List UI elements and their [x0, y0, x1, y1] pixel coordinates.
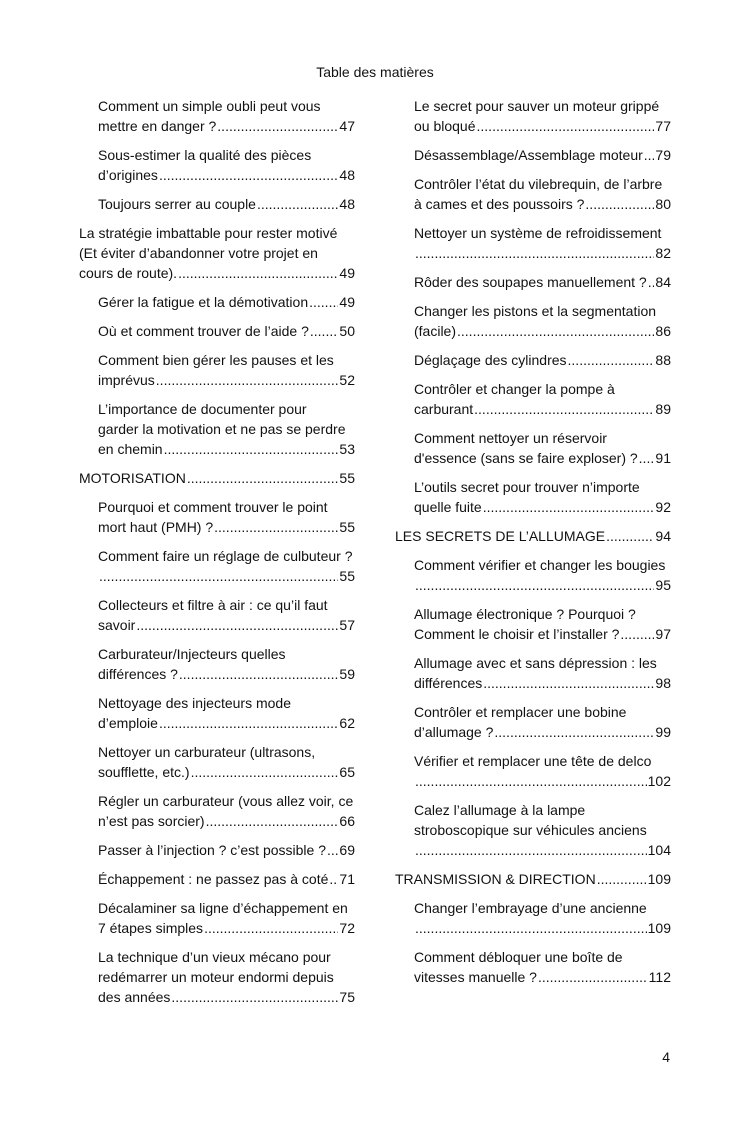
toc-section-entry[interactable] [395, 751, 671, 791]
toc-chapter-entry[interactable] [395, 869, 671, 889]
toc-entry-leader-line [98, 194, 355, 214]
toc-page-number: 71 [339, 871, 355, 887]
toc-entry-leader-line [98, 811, 355, 831]
toc-entry-text-line: La technique d’un vieux mécano pour [98, 949, 331, 965]
toc-section-entry[interactable] [79, 869, 355, 889]
toc-page-number: 79 [655, 147, 671, 163]
toc-entry-text-line: Contrôler et remplacer une bobine [414, 704, 627, 720]
toc-entry-leader-line [414, 448, 671, 468]
toc-page-number: 112 [648, 969, 671, 985]
toc-entry-text-line: Passer à l’injection ? c’est possible ? [98, 842, 327, 858]
dot-leader [568, 350, 655, 370]
dot-leader [178, 263, 338, 283]
toc-section-entry[interactable] [395, 898, 671, 938]
toc-chapter-entry[interactable] [395, 526, 671, 546]
toc-entry-text-line: Comment nettoyer un réservoir [414, 430, 607, 446]
toc-section-entry[interactable] [79, 399, 355, 459]
toc-entry-leader-line [414, 840, 671, 860]
dot-leader [620, 624, 654, 644]
toc-section-entry[interactable] [79, 840, 355, 860]
toc-page-number: 65 [339, 764, 355, 780]
dot-leader [99, 566, 338, 586]
toc-entry-text-line: Déglaçage des cylindres [414, 352, 567, 368]
dot-leader [415, 771, 647, 791]
toc-page-number: 104 [647, 842, 671, 858]
toc-left-column [79, 96, 355, 1016]
toc-section-entry[interactable] [395, 223, 671, 263]
toc-section-entry[interactable] [395, 272, 671, 292]
toc-entry-text-line: ou bloqué [414, 118, 476, 134]
toc-entry-leader-line [98, 370, 355, 390]
toc-entry-leader-line [98, 615, 355, 635]
toc-entry-text-line: stroboscopique sur véhicules anciens [414, 822, 647, 838]
toc-page-number: 75 [339, 989, 355, 1005]
toc-page-number: 98 [655, 675, 671, 691]
toc-entry-text-line: Comment le choisir et l’installer ? [414, 626, 620, 642]
toc-entry-leader-line [98, 869, 355, 889]
toc-entry-leader-line [414, 145, 671, 165]
toc-page-number: 80 [655, 196, 671, 212]
dot-leader [217, 116, 338, 136]
toc-entry-leader-line [79, 468, 355, 488]
dot-leader [159, 713, 338, 733]
toc-page-number: 57 [339, 617, 355, 633]
toc-entry-leader-line [98, 116, 355, 136]
toc-section-entry[interactable] [79, 145, 355, 185]
toc-page-number: 89 [655, 401, 671, 417]
toc-page-number: 86 [655, 323, 671, 339]
dot-leader [156, 370, 339, 390]
toc-entry-text-line: soufflette, etc.) [98, 764, 190, 780]
toc-entry-text-line: mort haut (PMH) ? [98, 519, 214, 535]
toc-page-number: 69 [339, 842, 355, 858]
toc-section-entry[interactable] [395, 428, 671, 468]
toc-entry-text-line: différences [414, 675, 483, 691]
toc-entry-leader-line [98, 840, 355, 860]
toc-page-number: 55 [339, 470, 355, 486]
toc-entry-text-line: La stratégie imbattable pour rester motivé [79, 225, 338, 241]
dot-leader [483, 497, 655, 517]
dot-leader [644, 145, 655, 165]
toc-entry-leader-line [414, 722, 671, 742]
toc-section-entry[interactable] [79, 497, 355, 537]
toc-section-entry[interactable] [395, 555, 671, 595]
dot-leader [329, 869, 338, 889]
toc-entry-text-line: mettre en danger ? [98, 118, 217, 134]
toc-page-number: 52 [339, 372, 355, 388]
toc-section-entry[interactable] [395, 800, 671, 860]
dot-leader [457, 321, 654, 341]
dot-leader [171, 987, 338, 1007]
toc-section-entry[interactable] [79, 898, 355, 938]
toc-entry-text-line: LES SECRETS DE L’ALLUMAGE [395, 528, 606, 544]
toc-section-entry[interactable] [395, 174, 671, 214]
toc-entry-text-line: quelle fuite [414, 499, 482, 515]
toc-entry-leader-line [79, 263, 355, 283]
toc-page-number: 47 [339, 118, 355, 134]
toc-entry-text-line: garder la motivation et ne pas se perdre [98, 421, 346, 437]
toc-entry-text-line: vitesses manuelle ? [414, 969, 537, 985]
toc-entry-text-line: (facile) [414, 323, 457, 339]
toc-entry-text-line: Vérifier et remplacer une tête de delco [414, 753, 652, 769]
toc-entry-leader-line [414, 321, 671, 341]
toc-right-column [395, 96, 671, 996]
toc-entry-text-line: des années [98, 989, 171, 1005]
toc-section-entry[interactable] [79, 791, 355, 831]
toc-page-number: 84 [655, 274, 671, 290]
dot-leader [606, 526, 654, 546]
toc-page-number: 55 [339, 568, 355, 584]
dot-leader [206, 811, 339, 831]
toc-section-entry[interactable] [79, 693, 355, 733]
toc-entry-leader-line [98, 713, 355, 733]
toc-entry-leader-line [98, 292, 355, 312]
dot-leader [474, 399, 654, 419]
dot-leader [159, 165, 338, 185]
toc-entry-text-line: en chemin [98, 441, 163, 457]
toc-section-entry[interactable] [79, 644, 355, 684]
toc-entry-text-line: Toujours serrer au couple [98, 196, 256, 212]
toc-entry-leader-line [414, 243, 671, 263]
toc-chapter-entry[interactable] [79, 223, 355, 283]
toc-entry-text-line: Régler un carburateur (vous allez voir, ce [98, 793, 354, 809]
toc-entry-leader-line [414, 918, 671, 938]
dot-leader [415, 918, 647, 938]
toc-page-number: 66 [339, 813, 355, 829]
toc-page-number: 99 [655, 724, 671, 740]
toc-entry-leader-line [414, 116, 671, 136]
toc-entry-leader-line [395, 526, 671, 546]
toc-entry-text-line: Rôder des soupapes manuellement ? [414, 274, 647, 290]
dot-leader [415, 840, 647, 860]
toc-page-number: 62 [339, 715, 355, 731]
toc-entry-text-line: Changer les pistons et la segmentation [414, 303, 657, 319]
toc-entry-text-line: Allumage avec et sans dépression : les [414, 655, 657, 671]
toc-entry-leader-line [414, 272, 671, 292]
dot-leader [415, 575, 654, 595]
toc-page-number: 53 [339, 441, 355, 457]
dot-leader [538, 967, 648, 987]
toc-section-entry[interactable] [395, 96, 671, 136]
toc-entry-leader-line [414, 624, 671, 644]
toc-entry-text-line: cours de route). [79, 265, 178, 281]
dot-leader [639, 448, 655, 468]
toc-section-entry[interactable] [79, 321, 355, 341]
toc-page-number: 49 [339, 294, 355, 310]
toc-section-entry[interactable] [395, 145, 671, 165]
toc-page-number: 94 [655, 528, 671, 544]
toc-section-entry[interactable] [79, 292, 355, 312]
toc-entry-text-line: Allumage électronique ? Pourquoi ? [414, 606, 636, 622]
toc-entry-leader-line [98, 165, 355, 185]
toc-entry-text-line: Nettoyer un système de refroidissement [414, 225, 662, 241]
toc-entry-text-line: Comment débloquer une boîte de [414, 949, 623, 965]
toc-entry-text-line: MOTORISATION [79, 470, 186, 486]
dot-leader [494, 722, 654, 742]
toc-entry-leader-line [98, 762, 355, 782]
toc-entry-text-line: 7 étapes simples [98, 920, 204, 936]
dot-leader [415, 243, 654, 263]
toc-entry-text-line: L’importance de documenter pour [98, 401, 307, 417]
toc-entry-leader-line [98, 566, 355, 586]
toc-entry-leader-line [414, 673, 671, 693]
toc-section-entry[interactable] [395, 702, 671, 742]
toc-section-entry[interactable] [79, 350, 355, 390]
toc-entry-text-line: Nettoyer un carburateur (ultrasons, [98, 744, 316, 760]
toc-entry-text-line: (Et éviter d’abandonner votre projet en [79, 245, 318, 261]
toc-entry-leader-line [414, 399, 671, 419]
toc-entry-text-line: à cames et des poussoirs ? [414, 196, 585, 212]
toc-entry-text-line: d’emploie [98, 715, 158, 731]
dot-leader [310, 321, 339, 341]
toc-entry-text-line: Contrôler l’état du vilebrequin, de l’arbre [414, 176, 663, 192]
toc-page-number: 97 [655, 626, 671, 642]
dot-leader [483, 673, 654, 693]
toc-page-number: 82 [655, 245, 671, 261]
toc-section-entry[interactable] [79, 546, 355, 586]
dot-leader [327, 840, 338, 860]
dot-leader [204, 918, 338, 938]
toc-page-number: 77 [655, 118, 671, 134]
toc-entry-leader-line [414, 967, 671, 987]
toc-entry-text-line: Changer l’embrayage d’une ancienne [414, 900, 647, 916]
toc-entry-text-line: Pourquoi et comment trouver le point [98, 499, 328, 515]
toc-entry-text-line: d’allumage ? [414, 724, 494, 740]
toc-entry-text-line: Comment un simple oubli peut vous [98, 98, 321, 114]
toc-section-entry[interactable] [395, 653, 671, 693]
toc-entry-leader-line [98, 321, 355, 341]
toc-section-entry[interactable] [79, 194, 355, 214]
toc-section-entry[interactable] [79, 742, 355, 782]
toc-page-number: 55 [339, 519, 355, 535]
toc-page-number: 48 [339, 167, 355, 183]
toc-entry-text-line: Désassemblage/Assemblage moteur [414, 147, 643, 163]
toc-entry-leader-line [414, 575, 671, 595]
toc-entry-text-line: Contrôler et changer la pompe à [414, 381, 615, 397]
toc-entry-text-line: Où et comment trouver de l’aide ? [98, 323, 309, 339]
toc-entry-text-line: Comment faire un réglage de culbuteur ? [98, 548, 353, 564]
toc-entry-text-line: n’est pas sorcier) [98, 813, 205, 829]
toc-entry-leader-line [414, 350, 671, 370]
toc-entry-leader-line [395, 869, 671, 889]
toc-page-number: 95 [655, 577, 671, 593]
toc-entry-text-line: savoir [98, 617, 136, 633]
page-number: 4 [662, 1049, 670, 1065]
toc-entry-leader-line [414, 497, 671, 517]
toc-entry-text-line: Échappement : ne passez pas à coté [98, 871, 329, 887]
dot-leader [477, 116, 655, 136]
toc-page-number: 88 [655, 352, 671, 368]
toc-section-entry[interactable] [79, 947, 355, 1007]
toc-page-number: 50 [339, 323, 355, 339]
toc-entry-leader-line [98, 918, 355, 938]
toc-entry-leader-line [414, 771, 671, 791]
toc-page-number: 72 [339, 920, 355, 936]
toc-entry-text-line: Nettoyage des injecteurs mode [98, 695, 291, 711]
toc-page-number: 48 [339, 196, 355, 212]
dot-leader [179, 664, 339, 684]
toc-section-entry[interactable] [395, 477, 671, 517]
toc-entry-text-line: Sous-estimer la qualité des pièces [98, 147, 312, 163]
dot-leader [214, 517, 338, 537]
dot-leader [164, 439, 339, 459]
toc-entry-text-line: d’origines [98, 167, 158, 183]
dot-leader [257, 194, 338, 214]
toc-page-number: 109 [647, 871, 671, 887]
toc-entry-leader-line [98, 439, 355, 459]
toc-page-number: 49 [339, 265, 355, 281]
toc-entry-leader-line [414, 194, 671, 214]
toc-entry-text-line: L’outils secret pour trouver n’importe [414, 479, 640, 495]
running-header: Table des matières [316, 64, 434, 80]
toc-entry-text-line: d'essence (sans se faire exploser) ? [414, 450, 638, 466]
dot-leader [136, 615, 338, 635]
toc-entry-text-line: Le secret pour sauver un moteur grippé [414, 98, 660, 114]
toc-page-number: 59 [339, 666, 355, 682]
dot-leader [648, 272, 655, 292]
dot-leader [597, 869, 647, 889]
dot-leader [191, 762, 339, 782]
toc-entry-text-line: Calez l’allumage à la lampe [414, 802, 586, 818]
toc-entry-leader-line [98, 987, 355, 1007]
dot-leader [309, 292, 338, 312]
toc-page-number: 92 [655, 499, 671, 515]
toc-page-number: 109 [647, 920, 671, 936]
toc-page-number: 102 [647, 773, 671, 789]
dot-leader [585, 194, 654, 214]
toc-section-entry[interactable] [395, 604, 671, 644]
toc-entry-text-line: TRANSMISSION & DIRECTION [395, 871, 596, 887]
toc-entry-text-line: différences ? [98, 666, 178, 682]
toc-section-entry[interactable] [395, 379, 671, 419]
toc-section-entry[interactable] [395, 350, 671, 370]
toc-chapter-entry[interactable] [79, 468, 355, 488]
toc-entry-leader-line [98, 664, 355, 684]
toc-section-entry[interactable] [79, 96, 355, 136]
toc-section-entry[interactable] [395, 947, 671, 987]
toc-entry-text-line: carburant [414, 401, 474, 417]
toc-entry-text-line: Collecteurs et filtre à air : ce qu’il faut [98, 597, 328, 613]
toc-entry-text-line: Gérer la fatigue et la démotivation [98, 294, 309, 310]
toc-section-entry[interactable] [79, 595, 355, 635]
toc-entry-text-line: Décalaminer sa ligne d’échappement en [98, 900, 348, 916]
toc-entry-text-line: redémarrer un moteur endormi depuis [98, 969, 334, 985]
toc-entry-text-line: Comment vérifier et changer les bougies [414, 557, 666, 573]
dot-leader [187, 468, 339, 488]
toc-entry-leader-line [98, 517, 355, 537]
toc-page-number: 91 [655, 450, 671, 466]
toc-entry-text-line: Carburateur/Injecteurs quelles [98, 646, 286, 662]
toc-entry-text-line: Comment bien gérer les pauses et les [98, 352, 334, 368]
toc-entry-text-line: imprévus [98, 372, 155, 388]
toc-section-entry[interactable] [395, 301, 671, 341]
